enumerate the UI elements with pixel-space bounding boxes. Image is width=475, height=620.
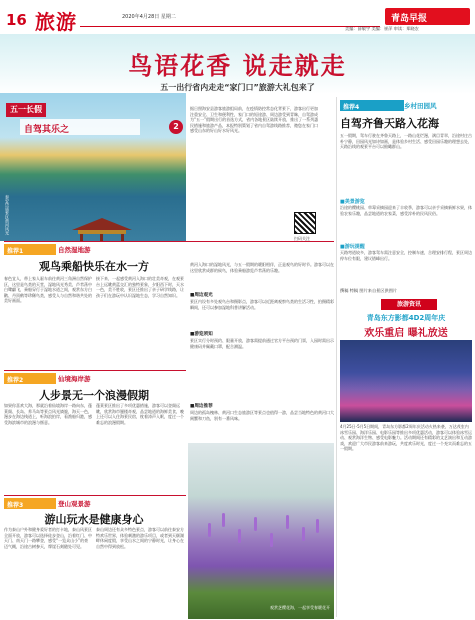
lead-body: 据日照海安县游客旅游组局前，在疫情防控常态化背景下，游客出行更加注重安全、卫生和便利性，家门口的短途游、周边游受到青睐，自驾游成为“五一”假期出行的首选方式，省内各地景区陆续开放，推出了一系列惠民措施和旅游产品，本报特别策划了省内自驾游线路推荐，邀您在家门口感受山东的好山好水好风光。	[190, 106, 319, 134]
page-number-box	[6, 11, 30, 29]
story2-tag: 推荐2	[4, 373, 56, 384]
main-subheadline: 五一出行省内走走“家门口”旅游大礼包来了	[160, 83, 315, 92]
middle-body: 黄河入海口的湿地风光，与五一假期的暖阳相伴，正是观鸟的好时节。游客可以在这里欣赏成群的候鸟，体验乘船游览芦苇荡的乐趣。	[190, 262, 334, 273]
story4-body-2: 沿途的樱桃园、草莓采摘园迎来了丰收季，游客可以亲手采摘新鲜水果，体验农家乐趣，品尝地道的农家菜，感受淳朴的民风民俗。	[340, 205, 472, 216]
issue-date: 2020年4月28日 星期二	[122, 14, 176, 20]
story2-tag-sub: 仙境海岸游	[58, 375, 91, 383]
story1-tag: 推荐1	[4, 244, 56, 255]
story1-body-right: 接下来，一起感受黄河入海口的壮美奇观，在观景台上远眺黄蓝交汇的独特景象，夕阳西下时，天水一色，美不胜收，景区还推出了亲子研学线路，让孩子们在游玩中认识湿地生态，学习自然知识。	[96, 276, 184, 298]
badge-number: 2	[169, 120, 183, 134]
badge-subtitle: 自驾其乐之	[20, 119, 140, 135]
story3-tag: 推荐3	[4, 498, 56, 509]
story4-body-1: 五一假期，驾车行驶在齐鲁天路上，一路山花烂漫，满目青翠，沿途村庄古朴宁静，田园风光如诗如画，是体验乡村生活、感受田园乐趣的理想去处，天路沿线的观景平台可以俯瞰群山。	[340, 133, 472, 150]
night-show-photo	[340, 340, 472, 422]
story3-body-right: 泰山周边还有众多特色景点，游客可以前往泰安方特欢乐世界，体验刺激的游乐项目，或者到天颐湖畔休闲度假，享受山水之间的宁静时光，让身心在自然中得到放松。	[96, 527, 184, 549]
story4-subhead-2: ■游玩提醒	[340, 244, 365, 250]
section-title: 旅游	[35, 10, 77, 34]
lead-photo-caption: 泰安岱庙景区黄河风光	[5, 195, 10, 235]
story4-subhead-1: ■美景游览	[340, 199, 365, 205]
story3-body-left: 作为泰山户外和健身爱好者的打卡地，泰山风景区全面开放，游客可以选择徒步登山，沿着红门、中天门、南天门一路攀登，感受“一览众山小”的豪迈气概，沿途古树参天，摩崖石刻随处可见。	[4, 527, 92, 549]
story1-body-left: 春色宜人，带上家人驱车前往黄河三角洲自然保护区，这里是鸟类的天堂，湿地风光秀美，芦苇荡中白鹭翩飞，乘船穿行于湿地水道之间，观赏东方白鹳、丹顶鹤等珍稀鸟类，感受人与自然和谐共处的美好画面。	[4, 276, 92, 304]
page-number: 16	[6, 11, 27, 29]
editor-credits: 美编：薛敏宇 美编：崔萍 审读：郑晓农	[345, 26, 419, 31]
page-header	[0, 0, 475, 34]
story3-title: 游山玩水是健康身心	[44, 513, 144, 526]
middle-sub-body-3: 周边的孤岛槐林、黄河口生态旅游区等景点也值得一游，品尝当地特色的黄河口大闸蟹和刀鱼，别有一番风味。	[190, 410, 334, 421]
flower-photo-caption: 观赏芝樱花海，一起享受春暖花开	[270, 605, 330, 610]
story4-tag-sub: 乡村田园风	[404, 102, 437, 110]
story2-title: 人步景无一个浪漫假期	[39, 389, 149, 402]
story2-body-right: 蓬莱景区推出了多项优惠措施，游客可以登阁远眺，欣赏海市蜃楼奇观，品尝地道的海鲜美食，晚上还可以入住海景民宿，枕着涛声入眠，度过一个难忘的浪漫假期。	[96, 403, 184, 425]
travel-news-title-1: 青岛东方影都4D2周年庆	[366, 314, 446, 322]
header-rule	[80, 26, 380, 27]
story2-body-left: 如果你喜欢大海，那就沿着仙境海岸一路向东，蓬莱阁、长岛、养马岛等景点风光旖旎，海天一色，漫步在海边栈道上，听海浪拍岸，看渔船归港，感受海滨城市的浪漫与惬意。	[4, 403, 92, 425]
story1-tag-sub: 自然湿地游	[58, 246, 91, 254]
story1-title: 观鸟乘船快乐在水一方	[39, 260, 149, 273]
holiday-badge: 五一长假	[6, 103, 46, 117]
qr-caption: 扫码关注	[294, 236, 310, 241]
section-divider	[4, 241, 334, 242]
travel-news-title-2: 欢乐重启 曝礼放送	[364, 328, 448, 339]
qr-code[interactable]	[294, 212, 316, 234]
middle-subhead-1: ■周边观光	[190, 293, 213, 298]
travel-news-body: 4月25日-5月5日期间，青岛东方影都2周年庆活动火热来袭，万达茂室内冰雪乐园、海洋乐园、电影乐园等推出多项优惠活动，游客可以体验冰雪运动、观赏海洋生物、感受电影魅力。活动期间还有精彩的文艺演出和互动游戏，欢迎广大市民游客前来游玩，共度欢乐时光，度过一个充实而难忘的五一假期。	[340, 424, 472, 452]
middle-subhead-3: ■周边推荐	[190, 404, 213, 409]
story4-body-3: 天路弯道较多，游客驾车需注意安全，控制车速，合理安排行程，景区周边停车位有限，建议错峰出行。	[340, 250, 472, 261]
section-divider	[4, 495, 186, 496]
story4-title: 自驾齐鲁天路入花海	[340, 117, 439, 130]
flower-field-photo	[188, 443, 334, 619]
main-headline: 鸟语花香 说走就走	[128, 52, 347, 80]
story4-tag: 推荐4	[340, 100, 404, 111]
newspaper-logo: 青岛早报	[385, 8, 470, 25]
story4-source: 撰稿 特稿 图片来自景区供图片	[340, 288, 398, 293]
story3-tag-sub: 登山观景游	[58, 500, 91, 508]
pavilion-graphic	[72, 218, 132, 241]
travel-news-tag: 旅游资讯	[381, 299, 437, 310]
middle-sub-body-2: 景区实行分时预约、限量开放，游客需提前通过官方平台预约门票，入园时需出示健康码并佩戴口罩，配合测温。	[190, 338, 334, 349]
section-divider	[4, 370, 186, 371]
middle-sub-body-1: 景区内设有多处观鸟台和摄影点，游客可以近距离观察鸟类的生活习性，拍摄精彩瞬间，还可以参加湿地科普讲解活动。	[190, 299, 334, 310]
column-divider	[336, 97, 337, 617]
middle-subhead-2: ■游览须知	[190, 332, 213, 337]
